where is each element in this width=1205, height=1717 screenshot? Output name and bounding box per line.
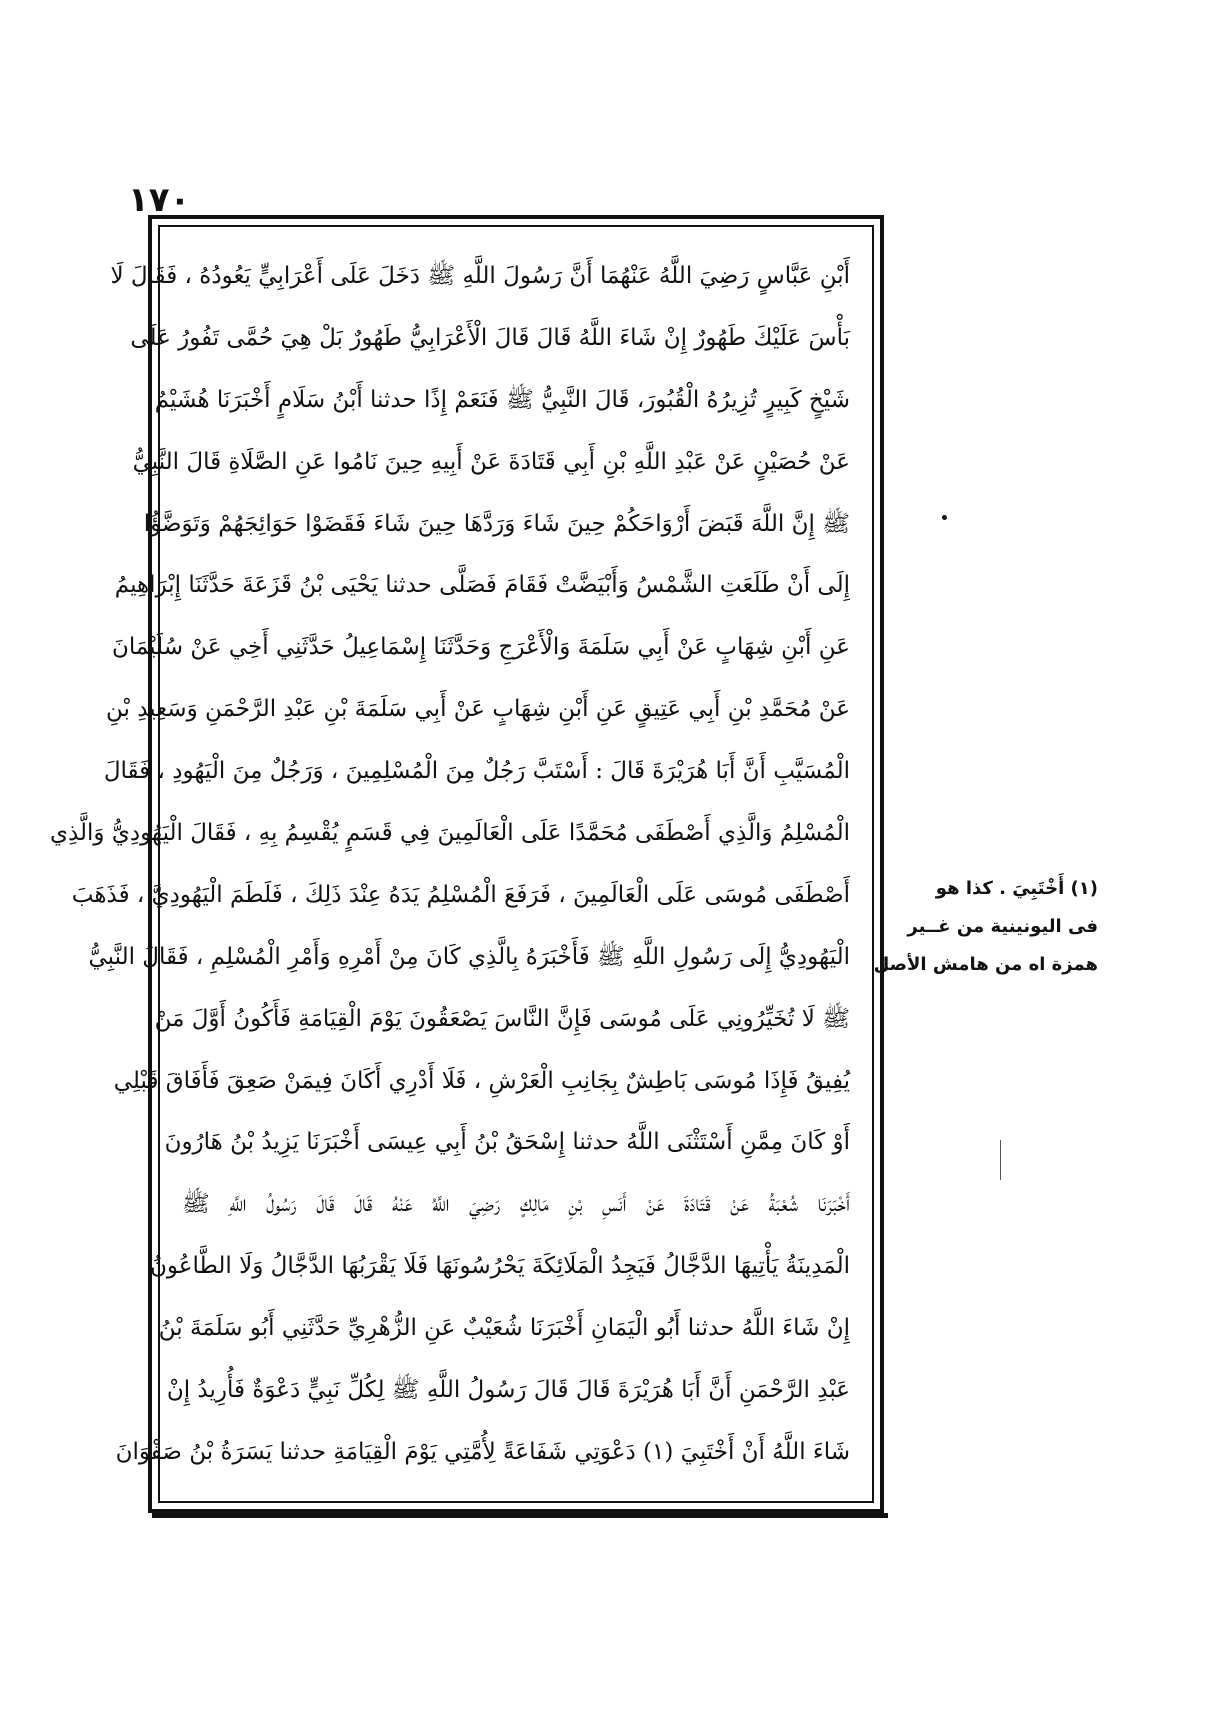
text-frame [49,215,884,1513]
text-line: الْيَهُودِيُّ إِلَى رَسُولِ اللَّهِ ﷺ فَأَخْبَرَهُ بِالَّذِي كَانَ مِنْ أَمْرِهِ وَأَمْرِ الْمُسْلِمِ ، فَقَالَ النَّبِيُّ [88,943,850,970]
margin-footnote-line: (١) أَخْتَبِيَ . كذا هو [935,878,1098,899]
frame-shadow [152,1513,888,1518]
text-line: أَصْطَفَى مُوسَى عَلَى الْعَالَمِينَ ، فَرَفَعَ الْمُسْلِمُ يَدَهُ عِنْدَ ذَلِكَ ، فَلَطَمَ الْيَهُودِيَّ ، فَذَهَبَ [71,881,850,908]
text-line: ﷺ إِنَّ اللَّهَ قَبَضَ أَرْوَاحَكُمْ حِينَ شَاءَ وَرَدَّهَا حِينَ شَاءَ فَقَضَوْا حَوَائِجَهُمْ وَتَوَضَّؤُا [143,510,850,537]
text-line: أَخْبَرَنَا شُعْبَةُ عَنْ قَتَادَةَ عَنْ أَنَسِ بْنِ مَالِكٍ رَضِيَ اللَّهُ عَنْهُ قَالَ قَالَ رَسُولُ اللَّهِ ﷺ [182,1191,850,1218]
text-frame-inner [49,225,874,1503]
text-line: أَبْنِ عَبَّاسٍ رَضِيَ اللَّهُ عَنْهُمَا أَنَّ رَسُولَ اللَّهِ ﷺ دَخَلَ عَلَى أَعْرَابِيٍّ يَعُودُهُ ، فَقَالَ لَا [110,263,850,289]
margin-footnote-line: همزة اه من هامش الأصل [873,954,1098,975]
page-number: ١٧٠ [128,180,191,220]
text-line: شَاءَ اللَّهُ أَنْ أَخْتَبِيَ (١) دَعْوَتِي شَفَاعَةً لِأُمَّتِي يَوْمَ الْقِيَامَةِ حدثنا يَسَرَةُ بْنُ صَفْوَانَ [115,1438,850,1465]
text-line: عَنْ مُحَمَّدِ بْنِ أَبِي عَتِيقٍ عَنِ أَبْنِ شِهَابٍ عَنْ أَبِي سَلَمَةَ بْنِ عَبْدِ الرَّحْمَنِ وَسَعِيدِ بْنِ [105,696,850,723]
text-line: الْمَدِينَةُ يَأْتِيهَا الدَّجَّالُ فَيَجِدُ الْمَلَائِكَةَ يَحْرُسُونَهَا فَلَا يَقْرَبُهَا الدَّجَّالُ وَلَا الطَّاعُونُ [150,1253,850,1280]
text-line: الْمُسَيَّبِ أَنَّ أَبَا هُرَيْرَةَ قَالَ : أَسْتَبَّ رَجُلٌ مِنَ الْمُسْلِمِينَ ، وَرَجُلٌ مِنَ الْيَهُودِ ، فَقَالَ [103,758,850,785]
margin-footnote-line: فى اليونينية من غــير [907,916,1098,937]
main-text [49,247,850,1481]
text-line: الْمُسْلِمُ وَالَّذِي أَصْطَفَى مُحَمَّدًا عَلَى الْعَالَمِينَ فِي قَسَمٍ يُقْسِمُ بِهِ ، فَقَالَ الْيَهُودِيُّ وَالَّذِي [49,820,850,847]
text-line: إِلَى أَنْ طَلَعَتِ الشَّمْسُ وَأَبْيَضَّتْ فَقَامَ فَصَلَّى حدثنا يَحْيَى بْنُ قَزَعَةَ حَدَّثَنَا إِبْرَاهِيمُ [114,572,850,599]
text-line: عَنِ أَبْنِ شِهَابٍ عَنْ أَبِي سَلَمَةَ وَالْأَعْرَجِ وَحَدَّثَنَا إِسْمَاعِيلُ حَدَّثَنِي أَخِي عَنْ سُلَيْمَانَ [111,634,850,661]
text-line: يُفِيقُ فَإِذَا مُوسَى بَاطِشٌ بِجَانِبِ الْعَرْشِ ، فَلَا أَدْرِي أَكَانَ فِيمَنْ صَعِقَ فَأَفَاقَ قَبْلِي [113,1067,850,1094]
text-line: ﷺ لَا تُخَيِّرُونِي عَلَى مُوسَى فَإِنَّ النَّاسَ يَصْعَقُونَ يَوْمَ الْقِيَامَةِ فَأَكُونُ أَوَّلَ مَنْ [154,1005,850,1032]
text-line: بَأْسَ عَلَيْكَ طَهُورٌ إِنْ شَاءَ اللَّهُ قَالَ قَالَ الْأَعْرَابِيُّ طَهُورٌ بَلْ هِيَ حُمَّى تَفُورُ عَلَى [130,324,850,351]
text-line: أَوْ كَانَ مِمَّنِ أَسْتَثْنَى اللَّهُ حدثنا إِسْحَقُ بْنُ أَبِي عِيسَى أَخْبَرَنَا يَزِيدُ بْنُ هَارُونَ [164,1129,850,1156]
margin-dot [942,515,947,520]
margin-footnote [873,870,1098,984]
text-line: إِنْ شَاءَ اللَّهُ حدثنا أَبُو الْيَمَانِ أَخْبَرَنَا شُعَيْبٌ عَنِ الزُّهْرِيِّ حَدَّثَنِي أَبُو سَلَمَةَ بْنُ [158,1315,850,1342]
text-line: عَبْدِ الرَّحْمَنِ أَنَّ أَبَا هُرَيْرَةَ قَالَ قَالَ رَسُولُ اللَّهِ ﷺ لِكُلِّ نَبِيٍّ دَعْوَةٌ فَأُرِيدُ إِنْ [166,1377,850,1404]
margin-tick [1000,1140,1001,1180]
text-line: شَيْخٍ كَبِيرٍ تُزِيرُهُ الْقُبُورَ، قَالَ النَّبِيُّ ﷺ فَنَعَمْ إِذًا حدثنا أَبْنُ سَلَامٍ أَخْبَرَنَا هُشَيْمٌ [154,386,850,413]
text-line: عَنْ حُصَيْنٍ عَنْ عَبْدِ اللَّهِ بْنِ أَبِي قَتَادَةَ عَنْ أَبِيهِ حِينَ نَامُوا عَنِ الصَّلَاةِ قَالَ النَّبِيُّ [132,448,850,475]
